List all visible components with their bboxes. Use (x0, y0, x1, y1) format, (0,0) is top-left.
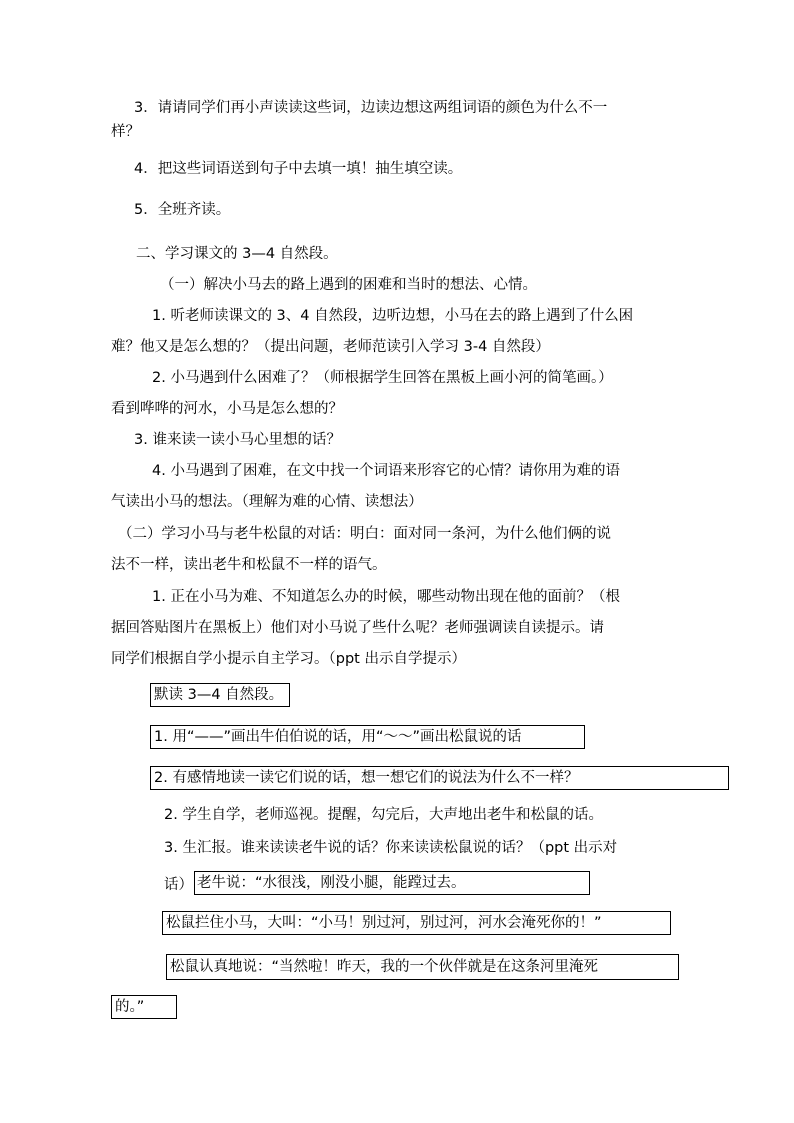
paragraph-line: 看到哗哗的河水，小马是怎么想的？ (111, 401, 343, 417)
paragraph-line: 2. 小马遇到什么困难了？（师根据学生回答在黑板上画小河的简笔画。） (152, 370, 613, 386)
quote-text: 松鼠认真地说：“当然啦！昨天，我的一个伙伴就是在这条河里淹死 (170, 959, 599, 975)
subsection-heading: （二）学习小马与老牛松鼠的对话：明白：面对同一条河，为什么他们俩的说 (118, 526, 611, 542)
paragraph-line: 据回答贴图片在黑板上）他们对小马说了些什么呢？老师强调读自读提示。请 (111, 620, 604, 636)
paragraph-line: 5．全班齐读。 (134, 202, 231, 218)
paragraph-line: 3. 谁来读一读小马心里想的话？ (134, 432, 341, 448)
paragraph-line: 4. 小马遇到了困难，在文中找一个词语来形容它的心情？请你用为难的语 (152, 463, 620, 479)
paragraph-line: 难？他又是怎么想的？（提出问题，老师范读引入学习 3-4 自然段） (111, 339, 550, 355)
paragraph-line: 2. 学生自学，老师巡视。提醒，勾完后，大声地出老牛和松鼠的话。 (164, 807, 603, 823)
subsection-heading: （一）解决小马去的路上遇到的困难和当时的想法、心情。 (160, 277, 537, 293)
paragraph-line: 3. 生汇报。谁来读读老牛说的话？你来读读松鼠说的话？（ppt 出示对 (164, 840, 618, 856)
paragraph-line: 气读出小马的想法。（理解为难的心情、读想法） (111, 494, 423, 510)
paragraph-line: 4．把这些词语送到句子中去填一填！抽生填空读。 (134, 161, 463, 177)
boxed-prompt-text: 1. 用“——”画出牛伯伯说的话，用“～～”画出松鼠说的话 (154, 729, 522, 745)
quote-text: 的。” (115, 999, 145, 1015)
paragraph-line: 样？ (111, 124, 140, 140)
paragraph-line: 同学们根据自学小提示自主学习。（ppt 出示自学提示） (111, 651, 466, 667)
paragraph-line: 1. 听老师读课文的 3、4 自然段，边听边想，小马在去的路上遇到了什么困 (152, 308, 634, 324)
paragraph-line: 话） (164, 877, 193, 893)
paragraph-line: 3．请请同学们再小声读读这些词，边读边想这两组词语的颜色为什么不一 (134, 100, 608, 116)
quote-text: 老牛说：“水很浅，刚没小腿，能蹚过去。 (197, 875, 466, 891)
section-heading: 二、学习课文的 3—4 自然段。 (136, 246, 338, 262)
boxed-prompt-text: 2. 有感情地读一读它们说的话，想一想它们的说法为什么不一样？ (154, 770, 579, 786)
boxed-prompt-text: 默读 3—4 自然段。 (154, 687, 284, 703)
quote-text: 松鼠拦住小马，大叫：“小马！别过河，别过河，河水会淹死你的！” (166, 915, 602, 931)
paragraph-line: 法不一样，读出老牛和松鼠不一样的语气。 (111, 557, 387, 573)
paragraph-line: 1. 正在小马为难、不知道怎么办的时候，哪些动物出现在他的面前？（根 (152, 589, 620, 605)
